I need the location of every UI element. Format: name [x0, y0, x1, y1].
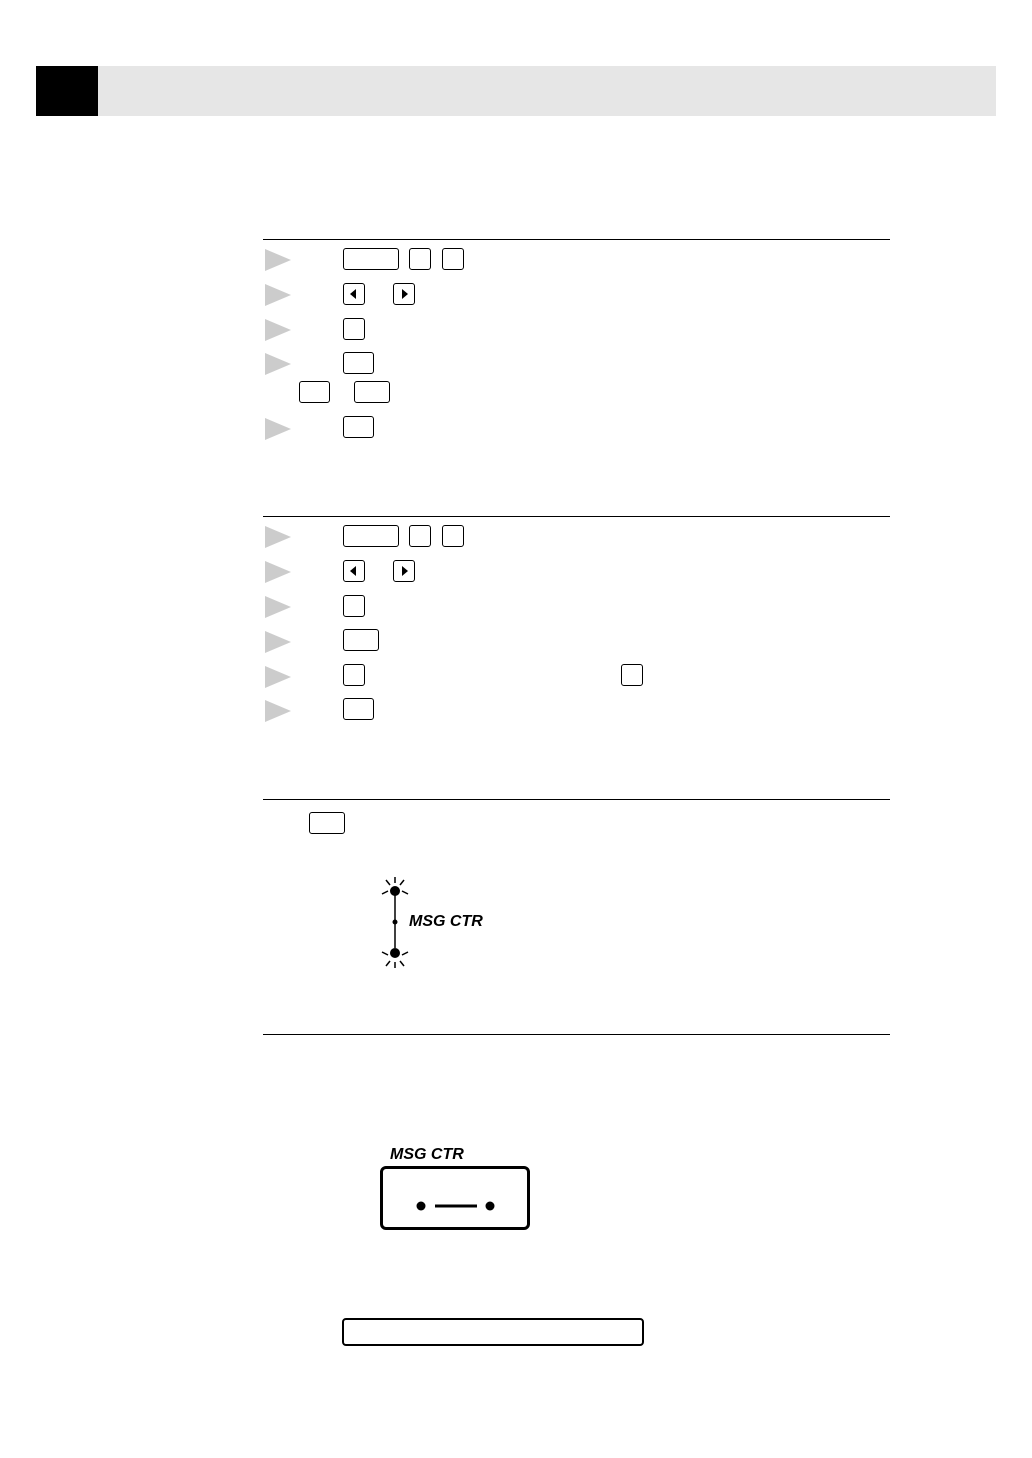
led-label: MSG CTR: [409, 913, 483, 930]
msg-ctr-indicator-icon: [383, 1169, 527, 1227]
number-key[interactable]: [442, 248, 464, 270]
left-arrow-icon: [350, 566, 356, 576]
step-arrow-icon: [265, 249, 291, 271]
key[interactable]: [299, 381, 330, 403]
number-key[interactable]: [409, 248, 431, 270]
set-key[interactable]: [343, 595, 365, 617]
left-arrow-key[interactable]: [343, 283, 365, 305]
step-arrow-icon: [265, 284, 291, 306]
msg-ctr-label: MSG CTR: [390, 1146, 464, 1163]
key[interactable]: [343, 629, 379, 651]
right-arrow-key[interactable]: [393, 283, 415, 305]
step-arrow-icon: [265, 353, 291, 375]
step-arrow-icon: [265, 526, 291, 548]
set-key[interactable]: [343, 318, 365, 340]
lcd-display: [342, 1318, 644, 1346]
step-arrow-icon: [265, 596, 291, 618]
key[interactable]: [309, 812, 345, 834]
step-arrow-icon: [265, 561, 291, 583]
number-key[interactable]: [409, 525, 431, 547]
stop-key[interactable]: [343, 416, 374, 438]
step-arrow-icon: [265, 666, 291, 688]
step-arrow-icon: [265, 700, 291, 722]
section-3-rule: [263, 799, 890, 800]
section-1-rule: [263, 239, 890, 240]
step-arrow-icon: [265, 631, 291, 653]
left-arrow-icon: [350, 289, 356, 299]
section-4-rule: [263, 1034, 890, 1035]
right-arrow-key[interactable]: [393, 560, 415, 582]
header-bar: [36, 66, 996, 116]
function-key[interactable]: [343, 525, 399, 547]
key[interactable]: [343, 352, 374, 374]
right-arrow-icon: [402, 566, 408, 576]
step-arrow-icon: [265, 418, 291, 440]
chapter-number-block: [36, 66, 98, 116]
key[interactable]: [354, 381, 390, 403]
number-key[interactable]: [442, 525, 464, 547]
key[interactable]: [343, 664, 365, 686]
right-arrow-icon: [402, 289, 408, 299]
function-key[interactable]: [343, 248, 399, 270]
section-2-rule: [263, 516, 890, 517]
key[interactable]: [621, 664, 643, 686]
msg-ctr-button[interactable]: [380, 1166, 530, 1230]
step-arrow-icon: [265, 319, 291, 341]
left-arrow-key[interactable]: [343, 560, 365, 582]
stop-key[interactable]: [343, 698, 374, 720]
